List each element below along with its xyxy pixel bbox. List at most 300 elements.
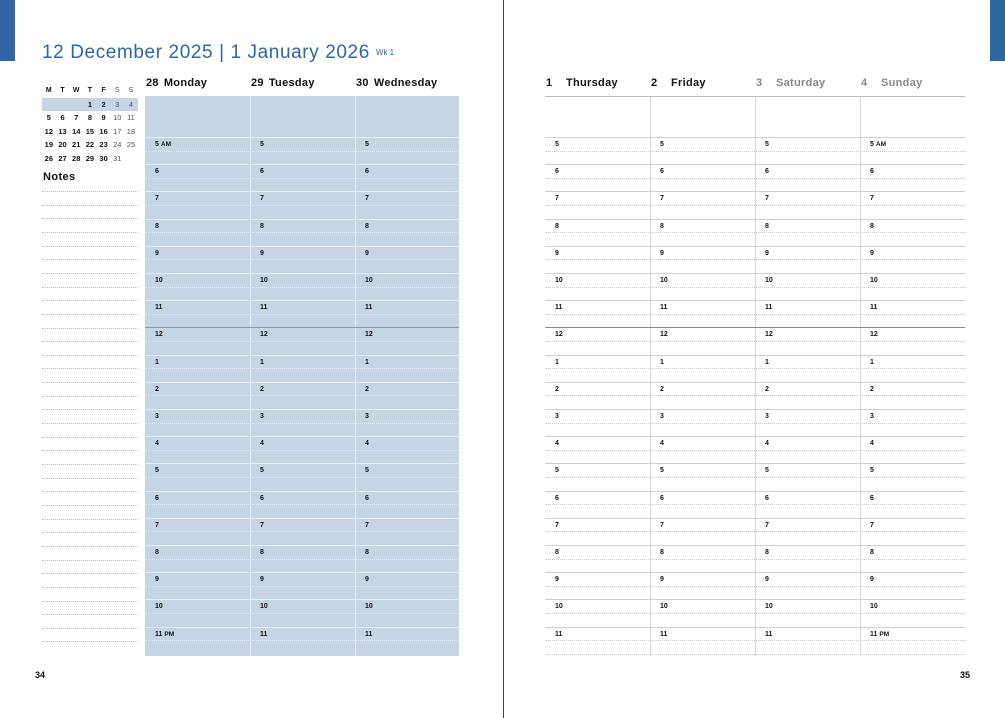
- notes-rule[interactable]: [42, 205, 138, 206]
- hour-label: [555, 386, 559, 393]
- mini-calendar-week: [42, 152, 138, 166]
- hour-number: 5: [155, 141, 159, 148]
- hour-label: [260, 413, 264, 420]
- hour-label: [765, 522, 769, 529]
- day-number: 2: [651, 77, 658, 89]
- hour-number: 3: [870, 413, 874, 420]
- hour-number: 12: [870, 331, 878, 339]
- hour-label: [365, 277, 373, 284]
- hour-number: 9: [260, 576, 264, 584]
- day-name: Sunday: [881, 77, 923, 89]
- hour-rule: [145, 531, 459, 532]
- hour-number: 5: [365, 467, 369, 475]
- mini-calendar-day[interactable]: 25: [126, 140, 136, 150]
- notes-rule[interactable]: [42, 587, 138, 588]
- hour-number: 3: [365, 413, 369, 420]
- hour-label: [555, 603, 563, 610]
- hour-number: 8: [765, 549, 769, 556]
- day-name: Thursday: [566, 77, 618, 89]
- day-header-tuesday[interactable]: [251, 77, 315, 89]
- hour-label: [870, 467, 874, 474]
- hour-number: 5: [555, 467, 559, 475]
- hour-rule: [545, 586, 965, 587]
- notes-rule[interactable]: [42, 437, 138, 438]
- hour-number: 11: [260, 304, 268, 312]
- hour-rule: [145, 518, 459, 519]
- hour-number: 10: [155, 277, 163, 284]
- day-header-thursday[interactable]: [546, 77, 618, 89]
- hour-label: [260, 576, 264, 583]
- hour-label: [260, 549, 264, 556]
- mini-calendar-day[interactable]: 30: [99, 153, 108, 163]
- hour-number: 9: [765, 576, 769, 584]
- hour-number: 5: [765, 141, 769, 148]
- hour-label: [260, 141, 264, 148]
- weekday-label: F: [101, 87, 106, 94]
- day-number: 1: [546, 77, 553, 89]
- hour-number: 9: [870, 576, 874, 584]
- notes-rule[interactable]: [42, 532, 138, 533]
- hour-rule: [145, 504, 459, 505]
- hour-rule: [545, 259, 965, 260]
- notes-rule[interactable]: [42, 628, 138, 629]
- hour-rule: [145, 423, 459, 424]
- hour-number: 8: [765, 222, 769, 230]
- hour-label: [765, 576, 769, 583]
- notes-rule[interactable]: [42, 300, 138, 301]
- mini-calendar-day[interactable]: 5: [46, 113, 51, 123]
- hour-number: 5: [260, 467, 264, 475]
- hour-label: [660, 631, 667, 638]
- hour-rule: [145, 545, 459, 546]
- hour-rule: [545, 436, 965, 437]
- day-header-friday[interactable]: [651, 77, 706, 89]
- notes-rule[interactable]: [42, 464, 138, 465]
- mini-calendar-day[interactable]: 9: [101, 113, 106, 123]
- day-header-wednesday[interactable]: [356, 77, 437, 89]
- hour-number: 1: [555, 358, 559, 366]
- notes-rule[interactable]: [42, 287, 138, 288]
- hour-number: 10: [260, 277, 268, 284]
- hour-label: [155, 223, 159, 230]
- hour-number: 12: [260, 331, 268, 339]
- mini-calendar-day[interactable]: [69, 98, 83, 112]
- hour-number: 8: [870, 549, 874, 556]
- hour-label: [365, 549, 369, 556]
- hour-rule: [145, 559, 459, 560]
- notes-rule[interactable]: [42, 259, 138, 260]
- notes-rule[interactable]: [42, 232, 138, 233]
- hour-label: [365, 331, 373, 338]
- hour-label: [155, 603, 163, 610]
- hour-number: 10: [870, 603, 878, 611]
- mini-calendar-day[interactable]: 7: [74, 113, 79, 123]
- hour-number: 5: [660, 467, 664, 475]
- hour-number: 8: [870, 222, 874, 230]
- hour-rule: [145, 640, 459, 641]
- hour-label: [155, 277, 163, 284]
- hour-label: [870, 304, 877, 311]
- hour-number: 11: [555, 304, 563, 312]
- hour-rule: [545, 96, 965, 97]
- hour-number: 2: [870, 385, 874, 393]
- hour-label: [765, 603, 773, 610]
- mini-calendar-week: [42, 138, 138, 152]
- hour-number: 7: [765, 521, 769, 529]
- day-number: 3: [756, 77, 763, 89]
- hour-number: 11: [260, 630, 268, 638]
- mini-calendar-day[interactable]: 29: [85, 153, 95, 163]
- hour-label: [660, 495, 664, 502]
- mini-calendar-day[interactable]: 27: [58, 153, 67, 163]
- notes-rule[interactable]: [42, 505, 138, 506]
- hour-label: [155, 386, 159, 393]
- page-title: [42, 42, 394, 64]
- mini-calendar-day[interactable]: 26: [44, 153, 54, 163]
- hour-label: [870, 631, 889, 638]
- hour-label: [765, 168, 769, 175]
- hour-label: [555, 331, 563, 338]
- hour-number: 6: [260, 168, 264, 176]
- hour-number: 8: [660, 222, 664, 230]
- hour-label: [765, 277, 773, 284]
- hour-rule: [545, 423, 965, 424]
- hour-rule: [145, 341, 459, 342]
- day-name: Saturday: [776, 77, 826, 89]
- mini-calendar-day[interactable]: 28: [72, 153, 81, 163]
- hour-label: [555, 223, 559, 230]
- hour-label: [660, 277, 668, 284]
- hour-label: [260, 467, 264, 474]
- hour-label: [155, 467, 159, 474]
- hour-label: [365, 467, 369, 474]
- hour-number: 5: [365, 141, 369, 148]
- mini-calendar-day[interactable]: 17: [113, 126, 122, 136]
- hour-label: [555, 141, 559, 148]
- hour-rule: [545, 273, 965, 274]
- hour-label: [260, 522, 264, 529]
- hour-rule: [545, 463, 965, 464]
- hour-number: 3: [260, 413, 264, 420]
- notes-rule[interactable]: [42, 368, 138, 369]
- hour-label: [365, 195, 369, 202]
- hour-number: 4: [765, 440, 769, 448]
- hour-label: [660, 331, 668, 338]
- notes-rule[interactable]: [42, 546, 138, 547]
- page-number-left: 34: [35, 670, 46, 680]
- hour-label: [365, 576, 369, 583]
- notes-rule[interactable]: [42, 273, 138, 274]
- date-range-title: 12 December 2025 | 1 January 2026: [42, 42, 370, 63]
- day-header-saturday[interactable]: [756, 77, 825, 89]
- mini-calendar-day[interactable]: 14: [72, 126, 81, 136]
- hour-number: 11: [765, 630, 773, 638]
- hour-rule: [145, 151, 459, 152]
- hour-number: 8: [155, 222, 159, 230]
- hour-label: [155, 168, 159, 175]
- weekday-label: W: [72, 87, 80, 94]
- page-tab-left: [0, 0, 15, 61]
- hour-label: [260, 277, 268, 284]
- hour-label: [555, 250, 559, 257]
- day-name: Friday: [671, 77, 706, 89]
- hour-label: [260, 195, 264, 202]
- hour-label: [870, 495, 874, 502]
- hour-label: [260, 603, 268, 610]
- hour-rule: [145, 164, 459, 165]
- hour-rule: [145, 572, 459, 573]
- hour-number: 10: [260, 603, 268, 611]
- hour-label: [870, 386, 874, 393]
- hour-rule: [545, 613, 965, 614]
- hour-number: 8: [260, 222, 264, 230]
- hour-number: 6: [870, 494, 874, 502]
- hour-label: [365, 304, 372, 311]
- hour-label: [660, 576, 664, 583]
- hour-rule: [545, 314, 965, 315]
- hour-label: [870, 549, 874, 556]
- hour-label: [155, 631, 174, 638]
- notes-rule[interactable]: [42, 246, 138, 247]
- hour-label: [155, 331, 163, 338]
- hour-label: [765, 250, 769, 257]
- notes-rule[interactable]: [42, 382, 138, 383]
- hour-rule: [145, 627, 459, 628]
- hour-label: [870, 440, 874, 447]
- mini-calendar-day[interactable]: 20: [58, 140, 67, 150]
- hour-number: 11: [870, 304, 878, 312]
- day-name: Wednesday: [373, 77, 438, 89]
- hour-number: 3: [155, 413, 159, 420]
- hour-number: 8: [660, 549, 664, 556]
- hour-number: 11: [365, 304, 373, 312]
- hour-number: 4: [660, 440, 664, 448]
- hour-label: [660, 467, 664, 474]
- day-name: Monday: [163, 77, 208, 89]
- hour-label: [660, 223, 664, 230]
- mini-calendar-day[interactable]: 12: [44, 126, 54, 136]
- hour-label: [260, 304, 267, 311]
- mini-calendar-day[interactable]: 8: [87, 113, 92, 123]
- hour-rule: [545, 640, 965, 641]
- hour-number: 10: [365, 603, 373, 611]
- hour-label: [365, 631, 372, 638]
- hour-number: 10: [660, 603, 668, 611]
- hour-number: 7: [870, 521, 874, 529]
- notes-rule[interactable]: [42, 191, 138, 192]
- notes-rule[interactable]: [42, 601, 138, 602]
- mini-calendar-day[interactable]: 13: [58, 126, 67, 136]
- hour-label: [660, 141, 664, 148]
- hour-label: [870, 413, 874, 420]
- hour-label: [260, 386, 264, 393]
- hour-rule: [545, 164, 965, 165]
- hour-number: 4: [365, 440, 369, 448]
- hour-label: [155, 413, 159, 420]
- hour-rule: [545, 232, 965, 233]
- notes-rule[interactable]: [42, 314, 138, 315]
- notes-rule[interactable]: [42, 560, 138, 561]
- hour-label: [765, 440, 769, 447]
- notes-rule[interactable]: [42, 328, 138, 329]
- hour-label: [765, 386, 769, 393]
- hour-rule: [545, 219, 965, 220]
- notes-rule[interactable]: [42, 491, 138, 492]
- notes-rule[interactable]: [42, 573, 138, 574]
- hour-number: 1: [765, 358, 769, 366]
- mini-calendar-day[interactable]: [42, 98, 56, 112]
- hour-label: [660, 386, 664, 393]
- mini-calendar-day[interactable]: 16: [99, 126, 108, 136]
- am-label: AM: [875, 141, 887, 148]
- hour-label: [260, 250, 264, 257]
- hour-number: 4: [260, 440, 264, 448]
- hour-number: 10: [870, 277, 878, 284]
- mini-calendar-day[interactable]: 18: [126, 126, 136, 136]
- day-header-sunday[interactable]: [861, 77, 923, 89]
- hour-label: [365, 495, 369, 502]
- notes-rule[interactable]: [42, 478, 138, 479]
- notes-rule[interactable]: [42, 641, 138, 642]
- hour-number: 8: [555, 222, 559, 230]
- hour-rule: [145, 599, 459, 600]
- hour-label: [260, 495, 264, 502]
- hour-rule: [145, 477, 459, 478]
- notes-rule[interactable]: [42, 423, 138, 424]
- hour-number: 9: [365, 249, 369, 257]
- weekday-label: T: [60, 87, 65, 94]
- hour-label: [660, 522, 664, 529]
- hour-label: [555, 304, 562, 311]
- hour-number: 12: [365, 331, 373, 339]
- notes-rule[interactable]: [42, 341, 138, 342]
- mini-calendar-day[interactable]: 1: [87, 99, 92, 109]
- hour-label: [555, 549, 559, 556]
- day-header-monday[interactable]: [146, 77, 207, 89]
- hour-rule: [145, 314, 459, 315]
- hour-rule: [145, 232, 459, 233]
- hour-number: 7: [660, 195, 664, 203]
- hour-number: 5: [555, 141, 559, 148]
- hour-number: 6: [555, 494, 559, 502]
- hour-rule: [545, 559, 965, 560]
- notes-rule[interactable]: [42, 355, 138, 356]
- mini-calendar-day[interactable]: [124, 152, 138, 166]
- notes-rule[interactable]: [42, 409, 138, 410]
- notes-rule[interactable]: [42, 450, 138, 451]
- hour-rule: [545, 491, 965, 492]
- hour-number: 4: [155, 440, 159, 448]
- hour-label: [870, 576, 874, 583]
- mini-calendar-day[interactable]: 3: [115, 99, 120, 109]
- hour-number: 7: [260, 195, 264, 203]
- hour-label: [260, 631, 267, 638]
- hour-label: [155, 522, 159, 529]
- hour-number: 8: [555, 549, 559, 556]
- hour-label: [555, 413, 559, 420]
- week-number: Wk 1: [375, 48, 395, 57]
- hour-label: [660, 413, 664, 420]
- hour-number: 1: [260, 358, 264, 366]
- hour-rule: [145, 205, 459, 206]
- hour-rule: [545, 477, 965, 478]
- hour-label: [555, 195, 559, 202]
- mini-calendar-day[interactable]: 24: [113, 140, 122, 150]
- hour-label: [555, 359, 559, 366]
- hour-number: 11: [555, 630, 563, 638]
- hour-label: [365, 359, 369, 366]
- hour-label: [870, 277, 878, 284]
- hour-number: 7: [365, 521, 369, 529]
- mini-calendar-day[interactable]: 21: [72, 140, 81, 150]
- hour-label: [555, 576, 559, 583]
- mini-calendar-day[interactable]: [56, 98, 70, 112]
- hour-rule: [545, 395, 965, 396]
- hour-label: [765, 495, 769, 502]
- day-number: 30: [356, 77, 369, 89]
- hour-label: [155, 495, 159, 502]
- hour-number: 7: [365, 195, 369, 203]
- mini-calendar-day[interactable]: 23: [99, 140, 108, 150]
- mini-calendar-day[interactable]: 31: [113, 153, 122, 163]
- notes-rule[interactable]: [42, 614, 138, 615]
- mini-calendar-day[interactable]: 10: [113, 113, 122, 123]
- hour-rule: [545, 151, 965, 152]
- hour-number: 1: [155, 358, 159, 366]
- hour-number: 9: [660, 576, 664, 584]
- hour-rule: [145, 368, 459, 369]
- hour-number: 2: [555, 385, 559, 393]
- noon-divider: [145, 327, 459, 328]
- hour-number: 7: [660, 521, 664, 529]
- hour-label: [765, 631, 772, 638]
- mini-calendar-day[interactable]: 4: [128, 99, 134, 109]
- mini-calendar-day[interactable]: 22: [85, 140, 95, 150]
- day-number: 29: [251, 77, 264, 89]
- hour-label: [365, 168, 369, 175]
- hour-label: [765, 331, 773, 338]
- hour-rule: [145, 463, 459, 464]
- hour-label: [555, 467, 559, 474]
- mini-calendar-day[interactable]: 19: [44, 140, 54, 150]
- hour-label: [365, 386, 369, 393]
- hour-label: [555, 277, 563, 284]
- hour-label: [660, 549, 664, 556]
- hour-rule: [545, 382, 965, 383]
- hour-number: 6: [260, 494, 264, 502]
- hour-label: [765, 141, 769, 148]
- hour-rule: [545, 504, 965, 505]
- mini-calendar-weekdays: [42, 84, 138, 98]
- notes-rule[interactable]: [42, 396, 138, 397]
- hour-number: 6: [365, 168, 369, 176]
- hour-number: 9: [660, 249, 664, 257]
- hour-number: 8: [155, 549, 159, 556]
- mini-calendar-day[interactable]: 2: [101, 99, 106, 109]
- mini-calendar-day[interactable]: 15: [85, 126, 95, 136]
- hour-label: [870, 522, 874, 529]
- mini-calendar-day[interactable]: 6: [60, 113, 65, 123]
- mini-calendar-day[interactable]: 11: [127, 113, 135, 123]
- hour-number: 5: [765, 467, 769, 475]
- hour-label: [555, 522, 559, 529]
- notes-rule[interactable]: [42, 218, 138, 219]
- hour-rule: [145, 436, 459, 437]
- notes-rule[interactable]: [42, 519, 138, 520]
- hour-number: 1: [365, 358, 369, 366]
- weekday-label: S: [114, 87, 120, 94]
- hour-rule: [545, 627, 965, 628]
